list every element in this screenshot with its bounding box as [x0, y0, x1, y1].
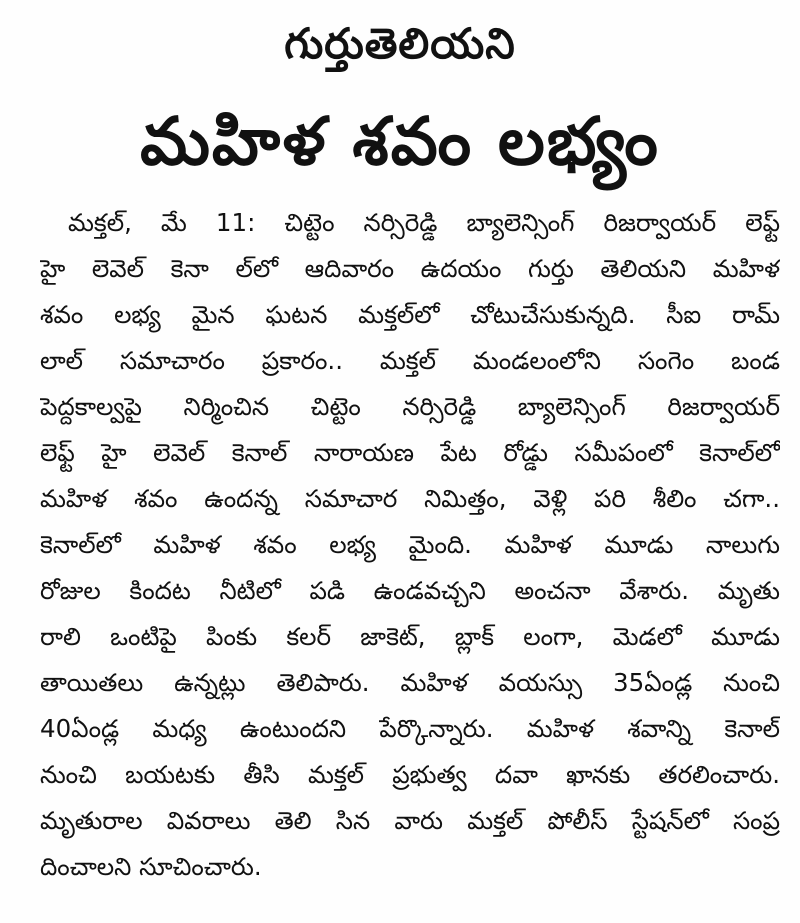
article-body [40, 200, 780, 890]
body-line: దించాలని సూచించారు. [40, 852, 262, 881]
body-line: లెఫ్ట్ హై లెవెల్ కెనాల్ నారాయణ పేట రోడ్డు సమీపంలో కెనాల్‌లో [40, 438, 780, 467]
body-line: లాల్ సమాచారం ప్రకారం.. మక్తల్ మండలంలోని సంగెం బండ [40, 346, 780, 375]
article-headline: మహిళ శవం లభ్యం [140, 103, 660, 180]
article-kicker: గుర్తుతెలియని [284, 19, 516, 68]
body-line: 40ఏండ్ల మధ్య ఉంటుందని పేర్కొన్నారు. మహిళ శవాన్ని కెనాల్ [40, 714, 780, 743]
body-line: మృతురాల వివరాలు తెలి సిన వారు మక్తల్ పోలీస్ స్టేషన్‌లో సంప్ర [40, 806, 780, 835]
body-line: శవం లభ్య మైన ఘటన మక్తల్‌లో చోటుచేసుకున్నది. సీఐ రామ్ [40, 300, 780, 329]
body-line: మహిళ శవం ఉందన్న సమాచార నిమిత్తం, వెళ్లి పరి శీలిం చగా.. [40, 484, 780, 513]
body-line: మక్తల్, మే 11: చిట్టెం నర్సిరెడ్డి బ్యాలెన్సింగ్ రిజర్వాయర్ లెఫ్ట్ [68, 208, 780, 237]
body-line: నుంచి బయటకు తీసి మక్తల్ ప్రభుత్వ దవా ఖానకు తరలించారు. [40, 760, 780, 789]
body-line: తాయితలు ఉన్నట్లు తెలిపారు. మహిళ వయస్సు 35ఏండ్ల నుంచి [40, 668, 780, 697]
body-line: పెద్దకాల్వపై నిర్మించిన చిట్టెం నర్సిరెడ్డి బ్యాలెన్సింగ్ రిజర్వాయర్ [40, 392, 780, 421]
body-line: కెనాల్‌లో మహిళ శవం లభ్య మైంది. మహిళ మూడు నాలుగు [40, 530, 780, 559]
body-line: రోజుల కిందట నీటిలో పడి ఉండవచ్చని అంచనా వేశారు. మృతు [40, 576, 780, 605]
body-line: రాలి ఒంటిపై పింకు కలర్ జాకెట్, బ్లాక్ లంగా, మెడలో మూడు [40, 622, 780, 651]
body-line: హై లెవెల్ కెనా ల్‌లో ఆదివారం ఉదయం గుర్తు తెలియని మహిళ [40, 254, 780, 283]
